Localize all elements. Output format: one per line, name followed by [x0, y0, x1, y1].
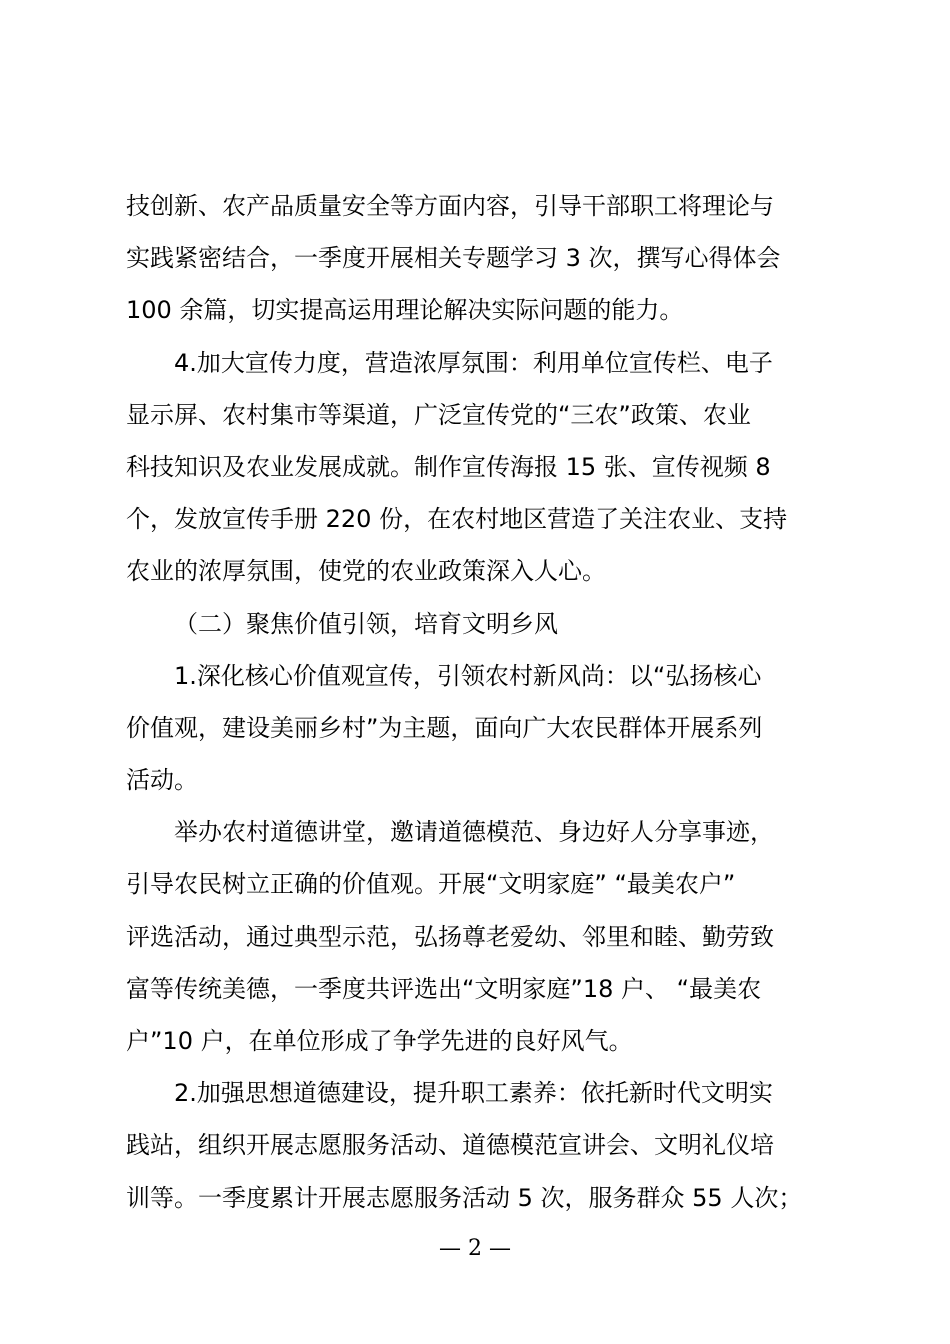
text-line-19: 践站，组织开展志愿服务活动、道德模范宣讲会、文明礼仪培 — [126, 1131, 774, 1160]
section-heading: （二）聚焦价值引领，培育文明乡风 — [174, 609, 558, 638]
text-line-2: 实践紧密结合，一季度开展相关专题学习 3 次，撰写心得体会 — [126, 244, 781, 273]
text-line-16: 富等传统美德，一季度共评选出“文明家庭”18 户、 “最美农 — [126, 974, 762, 1003]
text-line-1: 技创新、农产品质量安全等方面内容，引导干部职工将理论与 — [126, 192, 774, 220]
page-number: — 2 — — [439, 1236, 511, 1261]
text-line-15: 评选活动，通过典型示范，弘扬尊老爱幼、邻里和睦、勤劳致 — [126, 922, 774, 951]
text-line-11: 价值观，建设美丽乡村”为主题，面向广大农民群体开展系列 — [126, 713, 763, 742]
text-line-6: 科技知识及农业发展成就。制作宣传海报 15 张、宣传视频 8 — [126, 452, 771, 481]
text-line-7: 个，发放宣传手册 220 份，在农村地区营造了关注农业、支持 — [126, 505, 788, 534]
text-line-13: 举办农村道德讲堂，邀请道德模范、身边好人分享事迹， — [174, 818, 774, 847]
text-line-12: 活动。 — [126, 766, 198, 795]
text-line-18: 2.加强思想道德建设，提升职工素养：依托新时代文明实 — [174, 1079, 773, 1108]
text-line-8: 农业的浓厚氛围，使党的农业政策深入人心。 — [126, 557, 606, 586]
text-line-10: 1.深化核心价值观宣传，引领农村新风尚：以“弘扬核心 — [174, 661, 762, 690]
text-line-5: 显示屏、农村集市等渠道，广泛宣传党的“三农”政策、农业 — [126, 400, 751, 429]
text-line-20: 训等。一季度累计开展志愿服务活动 5 次，服务群众 55 人次； — [126, 1183, 803, 1212]
text-line-3: 100 余篇，切实提高运用理论解决实际问题的能力。 — [126, 296, 684, 325]
text-line-17: 户”10 户，在单位形成了争学先进的良好风气。 — [126, 1027, 633, 1055]
document-body — [126, 180, 846, 1224]
text-line-4: 4.加大宣传力度，营造浓厚氛围：利用单位宣传栏、电子 — [174, 348, 773, 377]
text-line-14: 引导农民树立正确的价值观。开展“文明家庭” “最美农户” — [126, 870, 736, 899]
